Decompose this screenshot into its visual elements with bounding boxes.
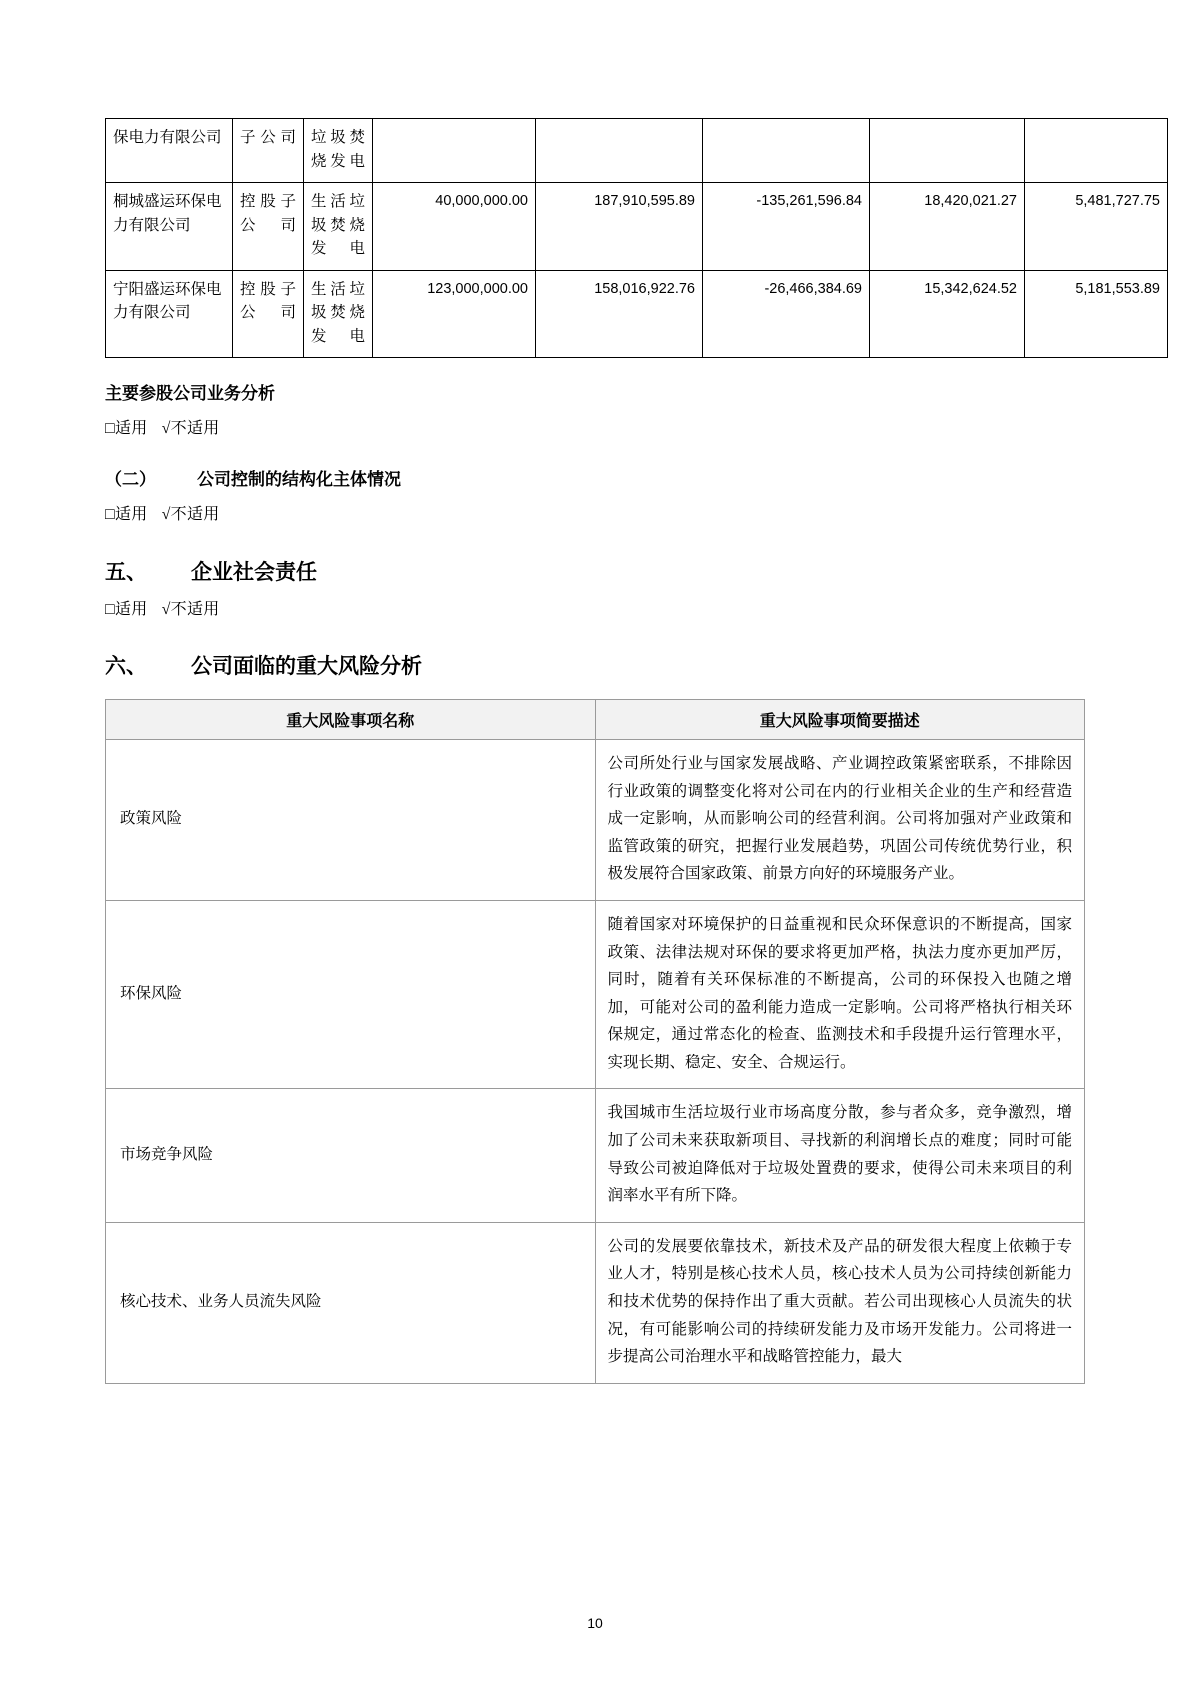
subsidiary-total-assets: 187,910,595.89 xyxy=(536,183,703,271)
applicability-affiliate xyxy=(105,415,1085,442)
affiliate-analysis-title: 主要参股公司业务分析 xyxy=(105,384,275,404)
risk-table xyxy=(105,699,1085,1384)
page-number: 10 xyxy=(587,1615,603,1631)
subsidiary-kind: 控股子公司 xyxy=(233,270,304,358)
subsidiary-business: 垃圾焚烧发电 xyxy=(304,119,373,183)
applicable-label: 适用 xyxy=(114,601,148,619)
section-title: 公司面临的重大风险分析 xyxy=(191,654,422,679)
subsidiary-net-assets: -26,466,384.69 xyxy=(703,270,870,358)
section-title: 公司控制的结构化主体情况 xyxy=(197,470,401,490)
risk-name: 环保风险 xyxy=(106,900,596,1088)
table-row xyxy=(106,1089,1085,1222)
section-index: （二） xyxy=(105,470,156,490)
not-applicable-label: 不适用 xyxy=(170,506,220,524)
risk-name: 政策风险 xyxy=(106,740,596,901)
applicable-label: 适用 xyxy=(114,506,148,524)
subsidiary-revenue: 15,342,624.52 xyxy=(870,270,1025,358)
risk-description: 公司所处行业与国家发展战略、产业调控政策紧密联系，不排除因行业政策的调整变化将对公司在内的行业相关企业的生产和经营造成一定影响，从而影响公司的经营利润。公司将加强对产业政策和监管政策的研究，把握行业发展趋势，巩固公司传统优势行业，积极发展符合国家政策、前景方向好的环境服务产业。 xyxy=(595,740,1085,901)
checkbox-empty: □ xyxy=(105,601,115,619)
subsidiary-kind: 控股子公司 xyxy=(233,183,304,271)
checkbox-empty: □ xyxy=(105,420,115,438)
checkbox-empty: □ xyxy=(105,506,115,524)
section-index: 六、 xyxy=(105,654,147,679)
check-mark: √ xyxy=(161,506,171,524)
not-applicable-label: 不适用 xyxy=(170,601,220,619)
section-structured-entity-heading xyxy=(105,466,1085,495)
subsidiary-net-profit: 5,181,553.89 xyxy=(1025,270,1168,358)
column-header-risk-name: 重大风险事项名称 xyxy=(106,700,596,740)
risk-description: 随着国家对环境保护的日益重视和民众环保意识的不断提高，国家政策、法律法规对环保的要求将更加严格，执法力度亦更加严厉，同时，随着有关环保标准的不断提高，公司的环保投入也随之增加，可能对公司的盈利能力造成一定影响。公司将严格执行相关环保规定，通过常态化的检查、监测技术和手段提升运行管理水平，实现长期、稳定、安全、合规运行。 xyxy=(595,900,1085,1088)
subsidiary-business: 生活垃圾焚烧发电 xyxy=(304,270,373,358)
subsidiary-business: 生活垃圾焚烧发电 xyxy=(304,183,373,271)
subsidiary-table xyxy=(105,118,1168,358)
subsidiary-registered-capital: 123,000,000.00 xyxy=(373,270,536,358)
applicability-structured-entity xyxy=(105,501,1085,528)
subsidiary-revenue: 18,420,021.27 xyxy=(870,183,1025,271)
subsidiary-name: 宁阳盛运环保电力有限公司 xyxy=(106,270,233,358)
table-row xyxy=(106,740,1085,901)
table-row xyxy=(106,900,1085,1088)
subsidiary-kind: 子公司 xyxy=(233,119,304,183)
applicability-csr xyxy=(105,596,1085,623)
table-row xyxy=(106,270,1168,358)
risk-description: 我国城市生活垃圾行业市场高度分散，参与者众多，竞争激烈，增加了公司未来获取新项目、寻找新的利润增长点的难度；同时可能导致公司被迫降低对于垃圾处置费的要求，使得公司未来项目的利润率水平有所下降。 xyxy=(595,1089,1085,1222)
table-row xyxy=(106,183,1168,271)
section-title: 企业社会责任 xyxy=(191,559,317,584)
check-mark: √ xyxy=(161,420,171,438)
subsidiary-net-profit xyxy=(1025,119,1168,183)
not-applicable-label: 不适用 xyxy=(170,420,220,438)
table-row xyxy=(106,119,1168,183)
risk-name: 核心技术、业务人员流失风险 xyxy=(106,1222,596,1383)
subsidiary-net-profit: 5,481,727.75 xyxy=(1025,183,1168,271)
subsidiary-name: 桐城盛运环保电力有限公司 xyxy=(106,183,233,271)
subsidiary-total-assets xyxy=(536,119,703,183)
subsidiary-registered-capital: 40,000,000.00 xyxy=(373,183,536,271)
check-mark: √ xyxy=(161,601,171,619)
section-index: 五、 xyxy=(105,559,147,584)
subsidiary-registered-capital xyxy=(373,119,536,183)
section-csr-heading xyxy=(105,555,1085,591)
subsidiary-net-assets: -135,261,596.84 xyxy=(703,183,870,271)
subsidiary-name: 保电力有限公司 xyxy=(106,119,233,183)
risk-name: 市场竞争风险 xyxy=(106,1089,596,1222)
column-header-risk-desc: 重大风险事项简要描述 xyxy=(595,700,1085,740)
risk-description: 公司的发展要依靠技术，新技术及产品的研发很大程度上依赖于专业人才，特别是核心技术人员，核心技术人员为公司持续创新能力和技术优势的保持作出了重大贡献。若公司出现核心人员流失的状况，有可能影响公司的持续研发能力及市场开发能力。公司将进一步提高公司治理水平和战略管控能力，最大 xyxy=(595,1222,1085,1383)
subsidiary-total-assets: 158,016,922.76 xyxy=(536,270,703,358)
subsidiary-net-assets xyxy=(703,119,870,183)
table-header-row xyxy=(106,700,1085,740)
section-risk-heading xyxy=(105,649,1085,685)
table-row xyxy=(106,1222,1085,1383)
applicable-label: 适用 xyxy=(114,420,148,438)
subsidiary-revenue xyxy=(870,119,1025,183)
